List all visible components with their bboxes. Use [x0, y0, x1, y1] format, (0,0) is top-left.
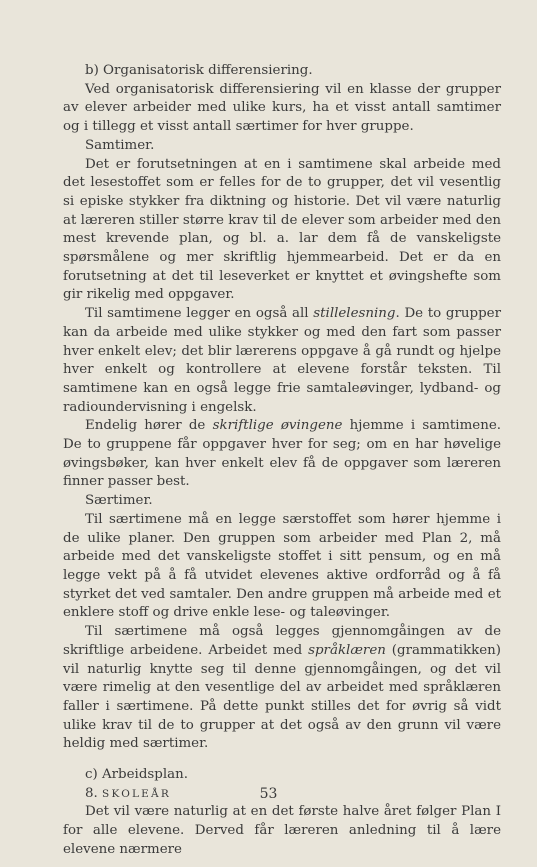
paragraph-6: Til særtimene må også legges gjennomgåingen av de skriftlige arbeidene. Arbeidet med språklæren (grammatikken) vil naturlig knytte seg til denne gjennomgåingen, og det vil være rimelig at den vesentlige del av arbeidet med språklæren faller i særtimene. På dette punkt stilles det for øvrig så vidt ulike krav til de to grupper at det også av den grunn vil være heldig med særtimer.: [63, 624, 502, 752]
body-text: [63, 62, 501, 860]
heading-samtimer: Samtimer.: [85, 137, 155, 153]
paragraph-7: Det vil være naturlig at en det første halve året følger Plan I for alle elevene. Derved får læreren anledning til å lære elevene nærmere: [63, 804, 501, 857]
subheading-c: c) Arbeidsplan.: [85, 767, 188, 783]
italic-term: språklæren: [308, 642, 386, 658]
paragraph-4: Endelig hører de skriftlige øvingene hjemme i samtimene. De to gruppene får oppgaver hver for seg; om en har høvelige øvingsbøker, kan hver enkelt elev få de oppgaver som læreren finner passer best.: [63, 418, 502, 490]
page-number: 53: [259, 786, 278, 802]
paragraph-1: Ved organisatorisk differensiering vil en klasse der grupper av elever arbeider med ulike kurs, ha et visst antall samtimer og i tillegg et visst antall særtimer for hver gruppe.: [63, 81, 501, 135]
italic-term: skriftlige øvingene: [212, 418, 343, 434]
paragraph-5: Til særtimene må en legge særstoffet som hører hjemme i de ulike planer. Den gruppen som arbeider med Plan 2, må arbeide med det vanskeligste stoffet i sitt pensum, og en må legge vekt på å få utvidet elevenes aktive ordforråd og å få styrket det ved samtaler. Den andre gruppen må arbeide med et enklere stoff og drive enkle lese- og taleøvinger.: [63, 511, 501, 621]
italic-term: stillelesning: [313, 306, 396, 322]
paragraph-2: Det er forutsetningen at en i samtimene skal arbeide med det lesestoffet som er felles for de to grupper, det vil vesentlig si episke stykker fra diktning og historie. Det vil være naturlig at læreren stiller større krav til de elever som arbeider med den mest krevende plan, og bl. a. lar dem få de vanskeligste spørsmålene og mer skriftlig hjemmearbeid. Det er da en forutsetning at det til leseverket er knyttet et øvingshefte som gir rikelig med oppgaver.: [63, 156, 501, 303]
section-title: SKOLEÅR: [102, 787, 171, 800]
paragraph-3: Til samtimene legger en også all stillelesning. De to grupper kan da arbeide med ulike stykker og med den fart som passer hver enkelt elev; det blir lærerens oppgave å gå rundt og hjelpe hver enkelt og kontrollere at elevene forstår teksten. Til samtimene kan en også legge frie samtaleøvinger, lydband- og radioundervisning i engelsk.: [63, 306, 501, 415]
heading-saertimer: Særtimer.: [85, 493, 153, 509]
subheading-b: b) Organisatorisk differensiering.: [85, 63, 313, 78]
section-number: 8.: [85, 785, 98, 801]
